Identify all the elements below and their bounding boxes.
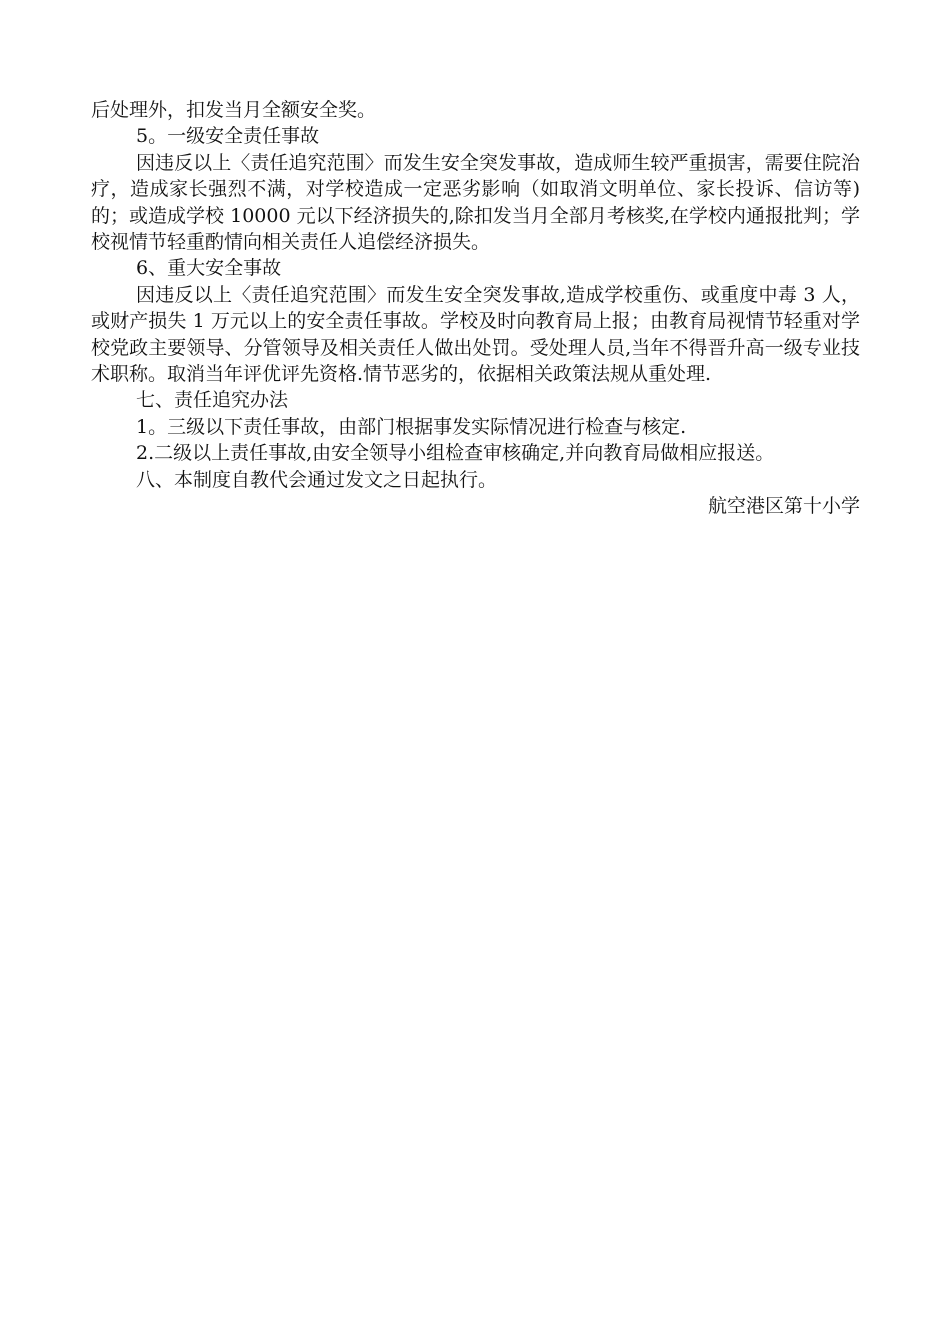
heading-major-accident: 6、重大安全事故	[136, 257, 282, 280]
document-body	[91, 97, 860, 520]
paragraph-effective-date: 八、本制度自教代会通过发文之日起执行。	[136, 468, 498, 491]
paragraph-method-2: 2.二级以上责任事故,由安全领导小组检查审核确定,并向教育局做相应报送。	[136, 442, 775, 465]
paragraph-continuation: 后处理外，扣发当月全额安全奖。	[91, 99, 377, 121]
paragraph-method-1: 1。三级以下责任事故，由部门根据事发实际情况进行检查与核定.	[136, 415, 687, 438]
paragraph-major-accident: 因违反以上〈责任追究范围〉而发生安全突发事故,造成学校重伤、或重度中毒 3 人，或财产损失 1 万元以上的安全责任事故。学校及时向教育局上报；由教育局视情节轻重对学校党政主要领导、分管领导及相关责任人做出处罚。受处理人员,当年不得晋升高一级专业技术职称。取消当年评优评先资格.情节恶劣的，依据相关政策法规从重处理.	[91, 283, 860, 386]
heading-level-1-accident: 5。一级安全责任事故	[136, 125, 320, 148]
signature-school-name: 航空港区第十小学	[707, 495, 860, 518]
paragraph-level-1-accident: 因违反以上〈责任追究范围〉而发生安全突发事故，造成师生较严重损害，需要住院治疗，造成家长强烈不满，对学校造成一定恶劣影响（如取消文明单位、家长投诉、信访等)的；或造成学校 10000 元以下经济损失的,除扣发当月全部月考核奖,在学校内通报批判；学校视情节轻重酌情向相关责任人追偿经济损失。	[91, 151, 860, 254]
heading-accountability-method: 七、责任追究办法	[136, 389, 289, 412]
